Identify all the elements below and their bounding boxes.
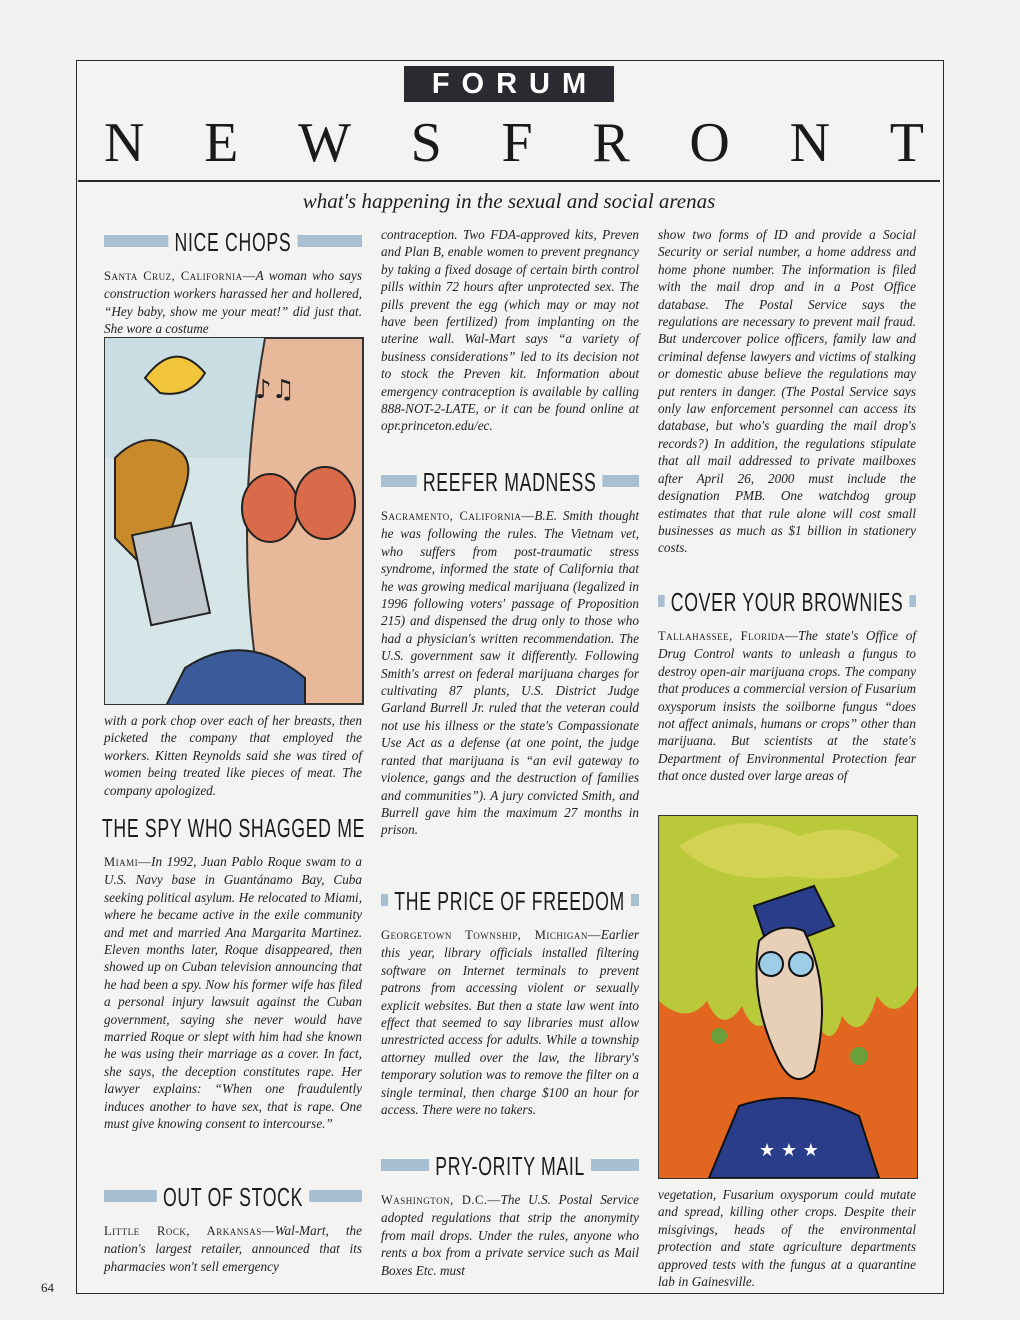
article-nice-chops-part2: with a pork chop over each of her breasts, then picketed the company that employed the workers. Kitten Reynolds said she was tired of women being treated like pieces of meat. The company apologized. (104, 713, 362, 798)
heading-spy: THE SPY WHO SHAGGED ME (104, 813, 362, 843)
article-reefer: Sacramento, California—B.E. Smith thought he was following the rules. The Vietnam vet, who suffers from post-traumatic stress syndrome, informed the state of California that he was growing medical marijuana (legalized in 1996 following voters' passage of Proposition 215) and dispensed the drug only to those who had a physician's written recommendation. The U.S. government saw it differently. Following Smith's arrest on federal marijuana charges for cultivating 87 plants, U.S. District Judge Garland Burrell Jr. ruled that the veteran could not use his illness or the state's Compassionate Use Act as a defense (at one point, the judge ranted that marijuana is “an evil gateway to violence, gangs and the destruction of families and communities”). A jury convicted Smith, and Burrell gave him the maximum 27 months in prison. (381, 508, 639, 838)
svg-text:★ ★ ★: ★ ★ ★ (759, 1140, 819, 1161)
heading-nice-chops: NICE CHOPS (104, 227, 362, 257)
masthead-letter: T (889, 112, 924, 174)
heading-freedom: THE PRICE OF FREEDOM (381, 886, 639, 916)
heading-mail: PRY-ORITY MAIL (381, 1151, 639, 1181)
article-out-of-stock-part1: Little Rock, Arkansas—Wal-Mart, the nation's largest retailer, announced that its pharmacies won't sell emergency (104, 1223, 362, 1274)
illustration-fungus-hair-man (658, 815, 918, 1179)
article-brownies-part2: vegetation, Fusarium oxysporum could mutate and spread, killing other crops. Despite their misgivings, heads of the environmental protection and state agriculture departments approved tests with the fungus at a quarantine lab in Gainesville. (658, 1187, 916, 1290)
masthead-letter: R (592, 112, 630, 174)
dateline: Santa Cruz, California— (104, 269, 256, 283)
dateline: Little Rock, Arkansas— (104, 1224, 275, 1238)
masthead-letter: F (501, 112, 533, 174)
masthead-rule (78, 180, 940, 182)
heading-out-of-stock: OUT OF STOCK (104, 1182, 362, 1212)
article-brownies-part1: Tallahassee, Florida—The state's Office of Drug Control wants to unleash a fungus to destroy open-air marijuana crops. The company that produces a commercial version of Fusarium oxysporum insists the soilborne fungus “does not affect animals, humans or crops” other than marijuana. But scientists at the state's Department of Environmental Protection fear that once dusted over large areas of (658, 628, 916, 784)
tagline: what's happening in the sexual and social arenas (302, 189, 716, 213)
section-label: FORUM (404, 66, 614, 102)
article-mail-part1: Washington, D.C.—The U.S. Postal Service adopted regulations that strip the anonymity from mail drops. Under the rules, anyone who rents a box from a private service such as Mail Boxes Etc. must (381, 1192, 640, 1278)
article-freedom: Georgetown Township, Michigan—Earlier this year, library officials installed filtering software on Internet terminals to prevent patrons from accessing violent or sexually explicit websites. But then a state law went into effect that seemed to say libraries must allow unrestricted access for adults. While a township attorney mulled over the law, the library's temporary solution was to remove the filter on a single terminal, then charge $100 an hour for access. There were no takers. (381, 927, 639, 1118)
article-out-of-stock-part2: contraception. Two FDA-approved kits, Preven and Plan B, enable women to prevent pregnancy by taking a fixed dosage of certain birth control pills within 72 hours after unprotected sex. The pills prevent the egg (which may or may not have been fertilized) from implanting on the uterine wall. Wal-Mart says “a variety of business considerations” led to its decision not to stock the Preven kit. Information about emergency contraception is available by calling 888-NOT-2-LATE, or it can be found online at opr.princeton.edu/ec. (381, 227, 639, 434)
masthead (104, 113, 924, 173)
heading-reefer: REEFER MADNESS (381, 467, 639, 497)
heading-brownies: COVER YOUR BROWNIES (658, 587, 916, 617)
illustration-pork-chop-costume (104, 337, 364, 705)
article-nice-chops-part1: Santa Cruz, California—A woman who says construction workers harassed her and hollered, “Hey baby, show me your meat!” did just that. She wore a costume (104, 268, 362, 337)
dateline: Miami— (104, 855, 152, 869)
dateline: Washington, D.C.— (381, 1193, 501, 1207)
masthead-letter: N (104, 112, 145, 174)
svg-text:♪♫: ♪♫ (255, 375, 295, 405)
masthead-letter: W (298, 112, 351, 174)
dateline: Tallahassee, Florida— (658, 629, 799, 643)
page-number: 64 (41, 1280, 54, 1295)
masthead-letter: O (689, 112, 730, 174)
article-spy: Miami—In 1992, Juan Pablo Roque swam to a U.S. Navy base in Guantánamo Bay, Cuba seeking political asylum. He relocated to Miami, where he became active in the exile community and met and married Ana Margarita Martinez. Eleven months later, Roque disappeared, then showed up on Cuban television announcing that he had been a spy. Now his former wife has filed a personal injury lawsuit against the Cuban government, saying she never would have married Roque or slept with him had she known he was using their marriage as a cover. In fact, she says, the deception constitutes rape. Her lawyer explains: “When one fraudulently induces another to have sex, that is rape. One must give knowing consent to intercourse.” (104, 854, 362, 1132)
article-mail-part2: show two forms of ID and provide a Social Security or serial number, a home address and home phone number. The information is filed with the mail drop and in a Post Office database. The Postal Service says the regulations are necessary to prevent mail fraud. But undercover police officers, family law and criminal defense lawyers and victims of stalking or domestic abuse believe the regulations may put renters in danger. (The Postal Service says only law enforcement personnel can access its database, but who's guarding the mail drop's records?) In addition, the regulations stipulate that all mail addressed to private mailboxes after April 26, 2000 must include the designation PMB. One watchdog group estimates that that rule alone will cost small businesses as much as $1 billion in stationery costs. (658, 227, 916, 556)
dateline: Georgetown Township, Michigan— (381, 928, 601, 942)
masthead-letter: S (410, 112, 442, 174)
masthead-letter: N (789, 112, 831, 174)
masthead-letter: E (204, 112, 239, 174)
dateline: Sacramento, California— (381, 509, 535, 523)
